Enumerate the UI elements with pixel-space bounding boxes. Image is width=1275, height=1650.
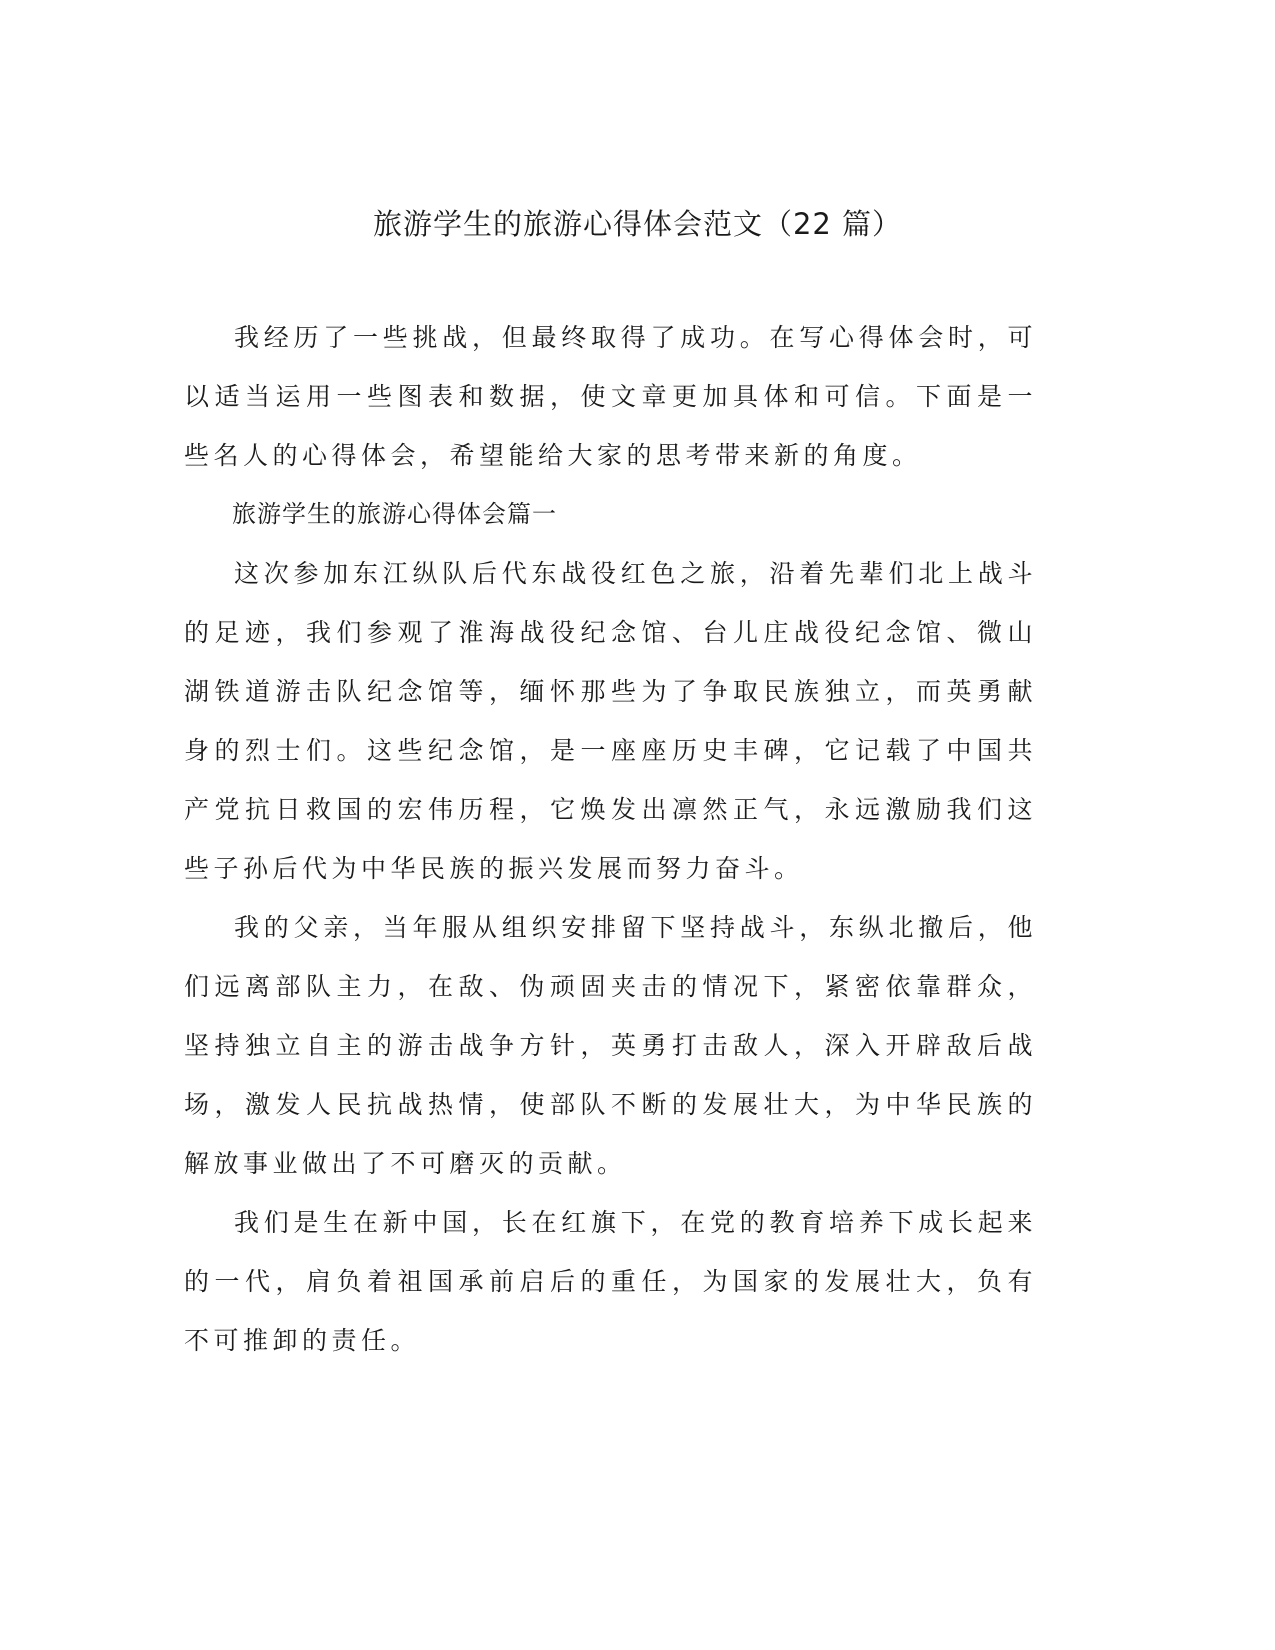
document-body xyxy=(184,308,1037,1370)
body-paragraph-3: 我们是生在新中国，长在红旗下，在党的教育培养下成长起来的一代，肩负着祖国承前启后的重任，为国家的发展壮大，负有不可推卸的责任。 xyxy=(184,1208,1037,1355)
body-paragraph-2: 我的父亲，当年服从组织安排留下坚持战斗，东纵北撤后，他们远离部队主力，在敌、伪顽固夹击的情况下，紧密依靠群众，坚持独立自主的游击战争方针，英勇打击敌人，深入开辟敌后战场，激发人民抗战热情，使部队不断的发展壮大，为中华民族的解放事业做出了不可磨灭的贡献。 xyxy=(184,913,1037,1178)
intro-paragraph: 我经历了一些挑战，但最终取得了成功。在写心得体会时，可以适当运用一些图表和数据，使文章更加具体和可信。下面是一些名人的心得体会，希望能给大家的思考带来新的角度。 xyxy=(184,323,1037,470)
body-paragraph-1: 这次参加东江纵队后代东战役红色之旅，沿着先辈们北上战斗的足迹，我们参观了淮海战役纪念馆、台儿庄战役纪念馆、微山湖铁道游击队纪念馆等，缅怀那些为了争取民族独立，而英勇献身的烈士们。这些纪念馆，是一座座历史丰碑，它记载了中国共产党抗日救国的宏伟历程，它焕发出凛然正气，永远激励我们这些子孙后代为中华民族的振兴发展而努力奋斗。 xyxy=(184,559,1037,883)
section-heading: 旅游学生的旅游心得体会篇一 xyxy=(232,500,557,528)
document-title: 旅游学生的旅游心得体会范文（22 篇） xyxy=(372,207,903,241)
